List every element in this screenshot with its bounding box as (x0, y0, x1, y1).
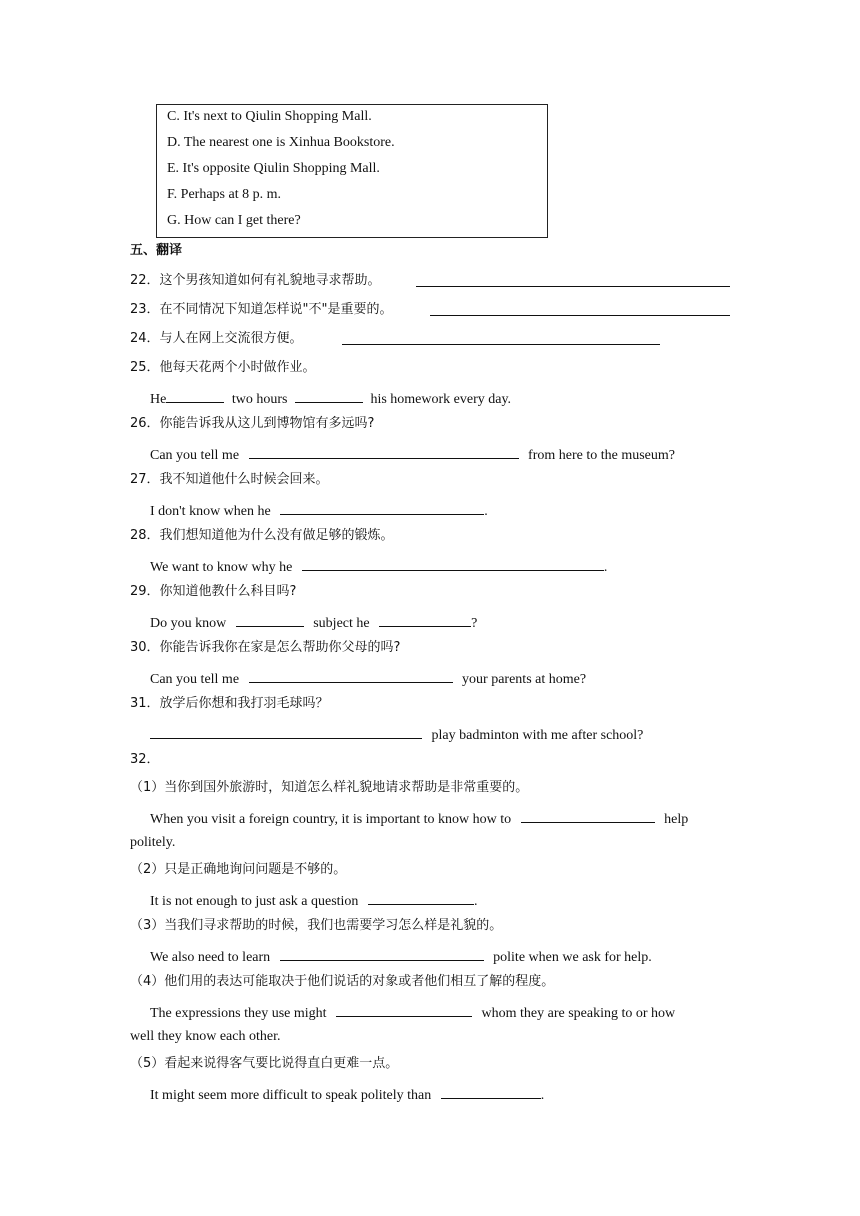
question-28 (130, 527, 394, 545)
answer-blank-29b[interactable] (379, 612, 471, 627)
question-31 (130, 695, 329, 713)
question-number: 31． (130, 696, 160, 711)
answer-blank-22[interactable] (416, 272, 730, 287)
q32-item-4-continued: well they know each other. (130, 1029, 281, 1044)
answer-blank-28[interactable] (302, 556, 604, 571)
question-30-english: Can you tell me your parents at home? (150, 668, 586, 689)
q32-item-3-english: We also need to learn polite when we ask for help. (150, 946, 652, 967)
q32-item-3-chinese: （3）当我们寻求帮助的时候，我们也需要学习怎么样是礼貌的。 (130, 918, 503, 933)
answer-blank-30[interactable] (249, 668, 453, 683)
q32-item-5-english: It might seem more difficult to speak politely than . (150, 1084, 544, 1105)
option-e: E. It's opposite Qiulin Shopping Mall. (167, 161, 380, 176)
question-text: 在不同情况下知道怎样说"不"是重要的。 (159, 302, 393, 317)
answer-blank-27[interactable] (280, 500, 484, 515)
question-25 (130, 359, 316, 377)
question-number: 27． (130, 472, 160, 487)
q32-item-1-english: When you visit a foreign country, it is important to know how to help (150, 808, 688, 829)
question-number: 28． (130, 528, 160, 543)
option-c: C. It's next to Qiulin Shopping Mall. (167, 109, 372, 124)
answer-blank-29a[interactable] (236, 612, 304, 627)
question-text: 你能告诉我从这儿到博物馆有多远吗? (159, 416, 375, 431)
question-number: 22． (130, 273, 160, 288)
q32-item-5-chinese: （5）看起来说得客气要比说得直白更难一点。 (130, 1056, 399, 1071)
q32-item-1-continued: politely. (130, 835, 176, 850)
question-number: 25． (130, 360, 160, 375)
question-number: 29． (130, 584, 160, 599)
option-g: G. How can I get there? (167, 213, 301, 228)
answer-blank-26[interactable] (249, 444, 519, 459)
question-30 (130, 639, 400, 657)
answer-blank-25a[interactable] (166, 388, 224, 403)
question-23 (130, 301, 393, 319)
question-number: 26． (130, 416, 160, 431)
question-26 (130, 415, 374, 433)
question-text: 这个男孩知道如何有礼貌地寻求帮助。 (159, 273, 381, 288)
question-text: 你知道他教什么科目吗? (159, 584, 297, 599)
question-27-english: I don't know when he . (150, 500, 488, 521)
question-text: 与人在网上交流很方便。 (159, 331, 303, 346)
question-text: 我不知道他什么时候会回来。 (159, 472, 329, 487)
option-d: D. The nearest one is Xinhua Bookstore. (167, 135, 395, 150)
question-28-english: We want to know why he . (150, 556, 607, 577)
question-24 (130, 330, 303, 348)
answer-blank-32-5[interactable] (441, 1084, 541, 1099)
question-27 (130, 471, 329, 489)
section-title: 五、翻译 (130, 243, 183, 258)
option-f: F. Perhaps at 8 p. m. (167, 187, 281, 202)
question-number: 30． (130, 640, 160, 655)
question-number: 24． (130, 331, 160, 346)
question-22 (130, 272, 381, 290)
question-29-english: Do you know subject he ? (150, 612, 477, 633)
question-26-english: Can you tell me from here to the museum? (150, 444, 675, 465)
question-text: 我们想知道他为什么没有做足够的锻炼。 (159, 528, 394, 543)
question-31-english: play badminton with me after school? (150, 724, 643, 745)
question-32-number: 32． (130, 752, 160, 767)
q32-item-4-chinese: （4）他们用的表达可能取决于他们说话的对象或者他们相互了解的程度。 (130, 974, 555, 989)
answer-blank-32-4[interactable] (336, 1002, 472, 1017)
answer-blank-32-1[interactable] (521, 808, 655, 823)
options-box (156, 104, 548, 238)
question-text: 他每天花两个小时做作业。 (159, 360, 316, 375)
answer-blank-24[interactable] (342, 330, 660, 345)
q32-item-4-english: The expressions they use might whom they are speaking to or how (150, 1002, 675, 1023)
question-25-english: He two hours his homework every day. (150, 388, 511, 409)
answer-blank-23[interactable] (430, 301, 730, 316)
q32-item-1-chinese: （1）当你到国外旅游时，知道怎么样礼貌地请求帮助是非常重要的。 (130, 780, 529, 795)
answer-blank-32-3[interactable] (280, 946, 484, 961)
q32-item-2-english: It is not enough to just ask a question . (150, 890, 477, 911)
answer-blank-25b[interactable] (295, 388, 363, 403)
q32-item-2-chinese: （2）只是正确地询问问题是不够的。 (130, 862, 347, 877)
question-text: 放学后你想和我打羽毛球吗？ (159, 696, 329, 711)
question-number: 23． (130, 302, 160, 317)
question-29 (130, 583, 296, 601)
answer-blank-32-2[interactable] (368, 890, 474, 905)
question-text: 你能告诉我你在家是怎么帮助你父母的吗? (159, 640, 401, 655)
answer-blank-31[interactable] (150, 724, 422, 739)
